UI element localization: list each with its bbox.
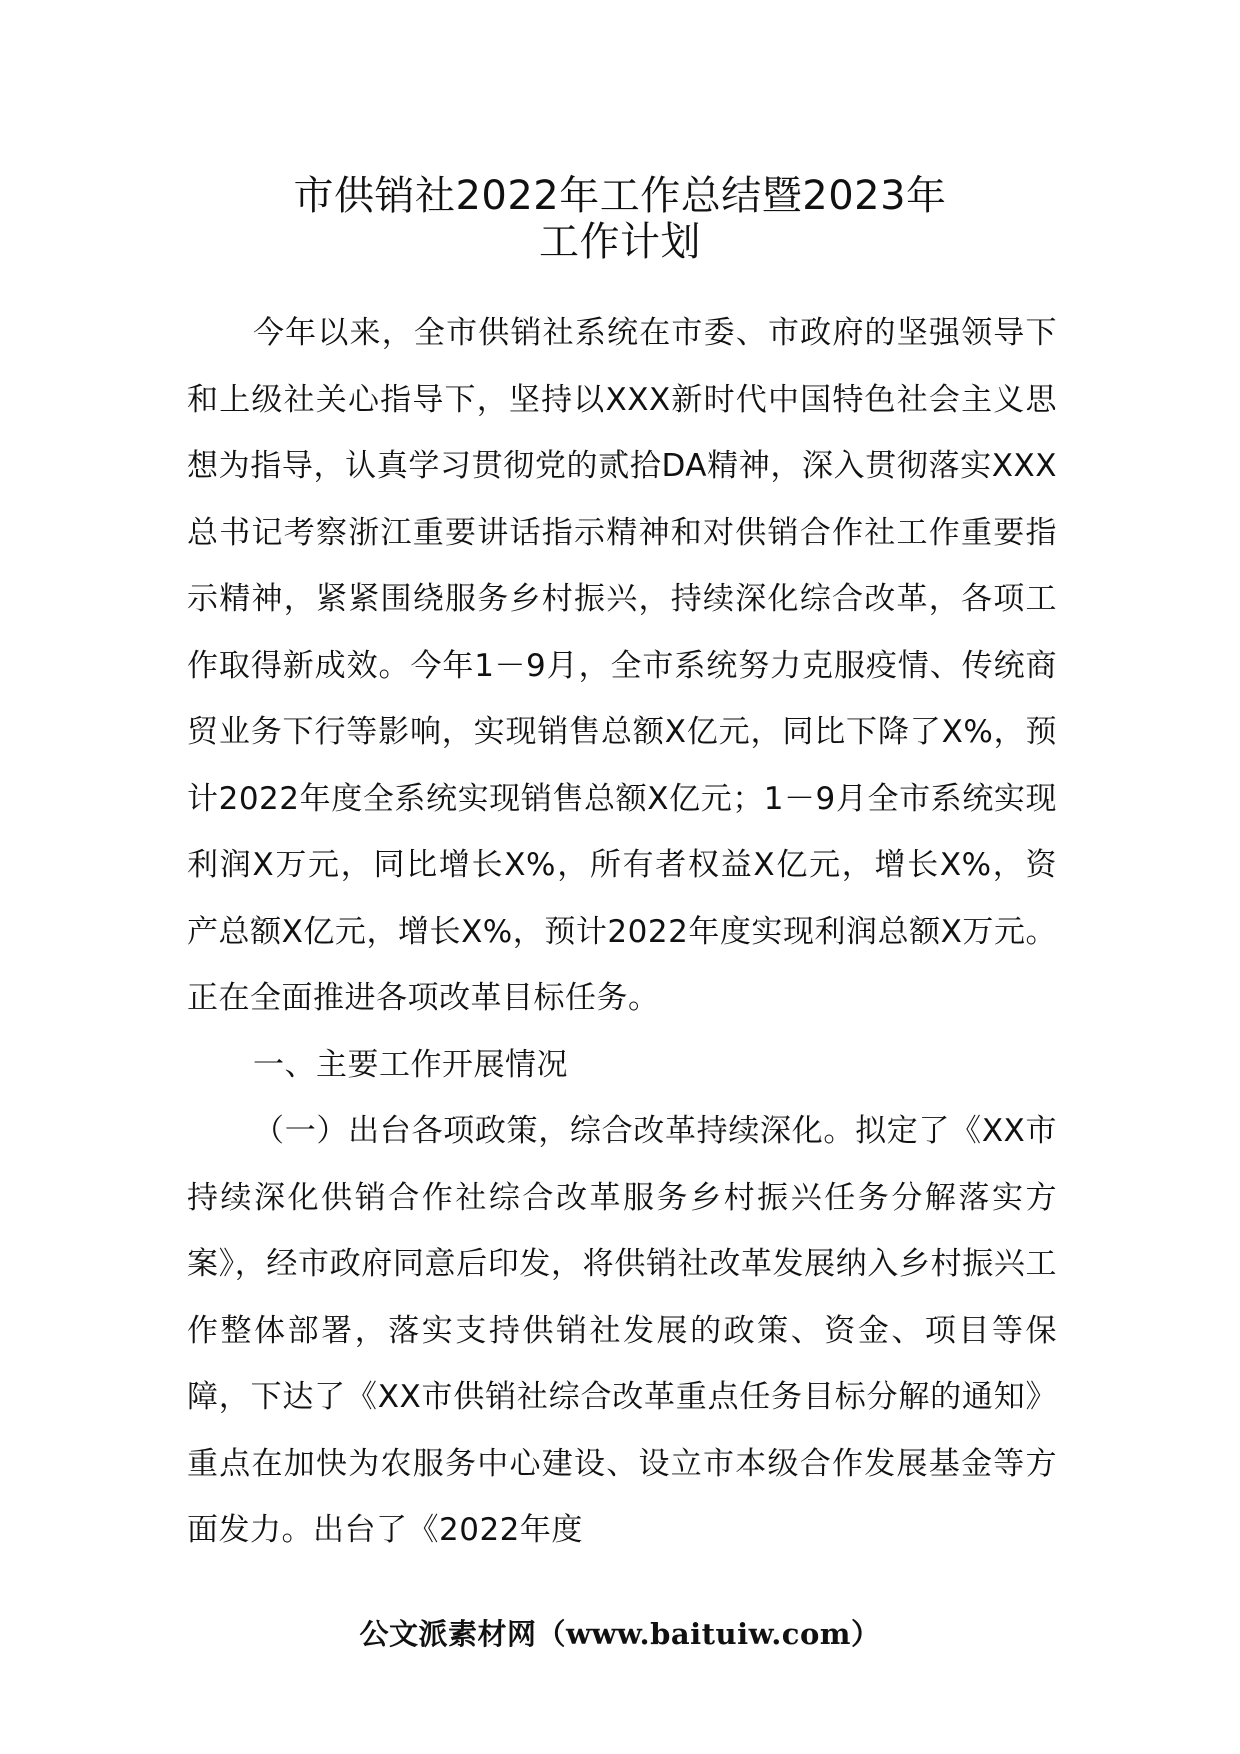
footer-watermark: 公文派素材网（www.baituiw.com） [359, 1617, 881, 1651]
section-heading: 一、主要工作开展情况 [253, 1046, 568, 1083]
policy-paragraph: （一）出台各项政策，综合改革持续深化。拟定了《XX市持续深化供销合作社综合改革服务乡村振兴任务分解落实方案》，经市政府同意后印发，将供销社改革发展纳入乡村振兴工作整体部署，落实支持供销社发展的政策、资金、项目等保障，下达了《XX市供销社综合改革重点任务目标分解的通知》重点在加快为农服务中心建设、设立市本级合作发展基金等方面发力。出台了《2022年度 [187, 1113, 1057, 1548]
intro-paragraph: 今年以来，全市供销社系统在市委、市政府的坚强领导下和上级社关心指导下，坚持以XXX新时代中国特色社会主义思想为指导，认真学习贯彻党的贰拾DA精神，深入贯彻落实XXX总书记考察浙江重要讲话指示精神和对供销合作社工作重要指示精神，紧紧围绕服务乡村振兴，持续深化综合改革，各项工作取得新成效。今年1－9月，全市系统努力克服疫情、传统商贸业务下行等影响，实现销售总额X亿元，同比下降了X%，预计2022年度全系统实现销售总额X亿元；1－9月全市系统实现利润X万元，同比增长X%，所有者权益X亿元，增长X%，资产总额X亿元，增长X%，预计2022年度实现利润总额X万元。正在全面推进各项改革目标任务。 [187, 315, 1057, 1016]
document-body [187, 300, 1057, 1564]
document-title-line-2: 工作计划 [539, 219, 701, 265]
document-title-line-1: 市供销社2022年工作总结暨2023年 [293, 173, 947, 219]
